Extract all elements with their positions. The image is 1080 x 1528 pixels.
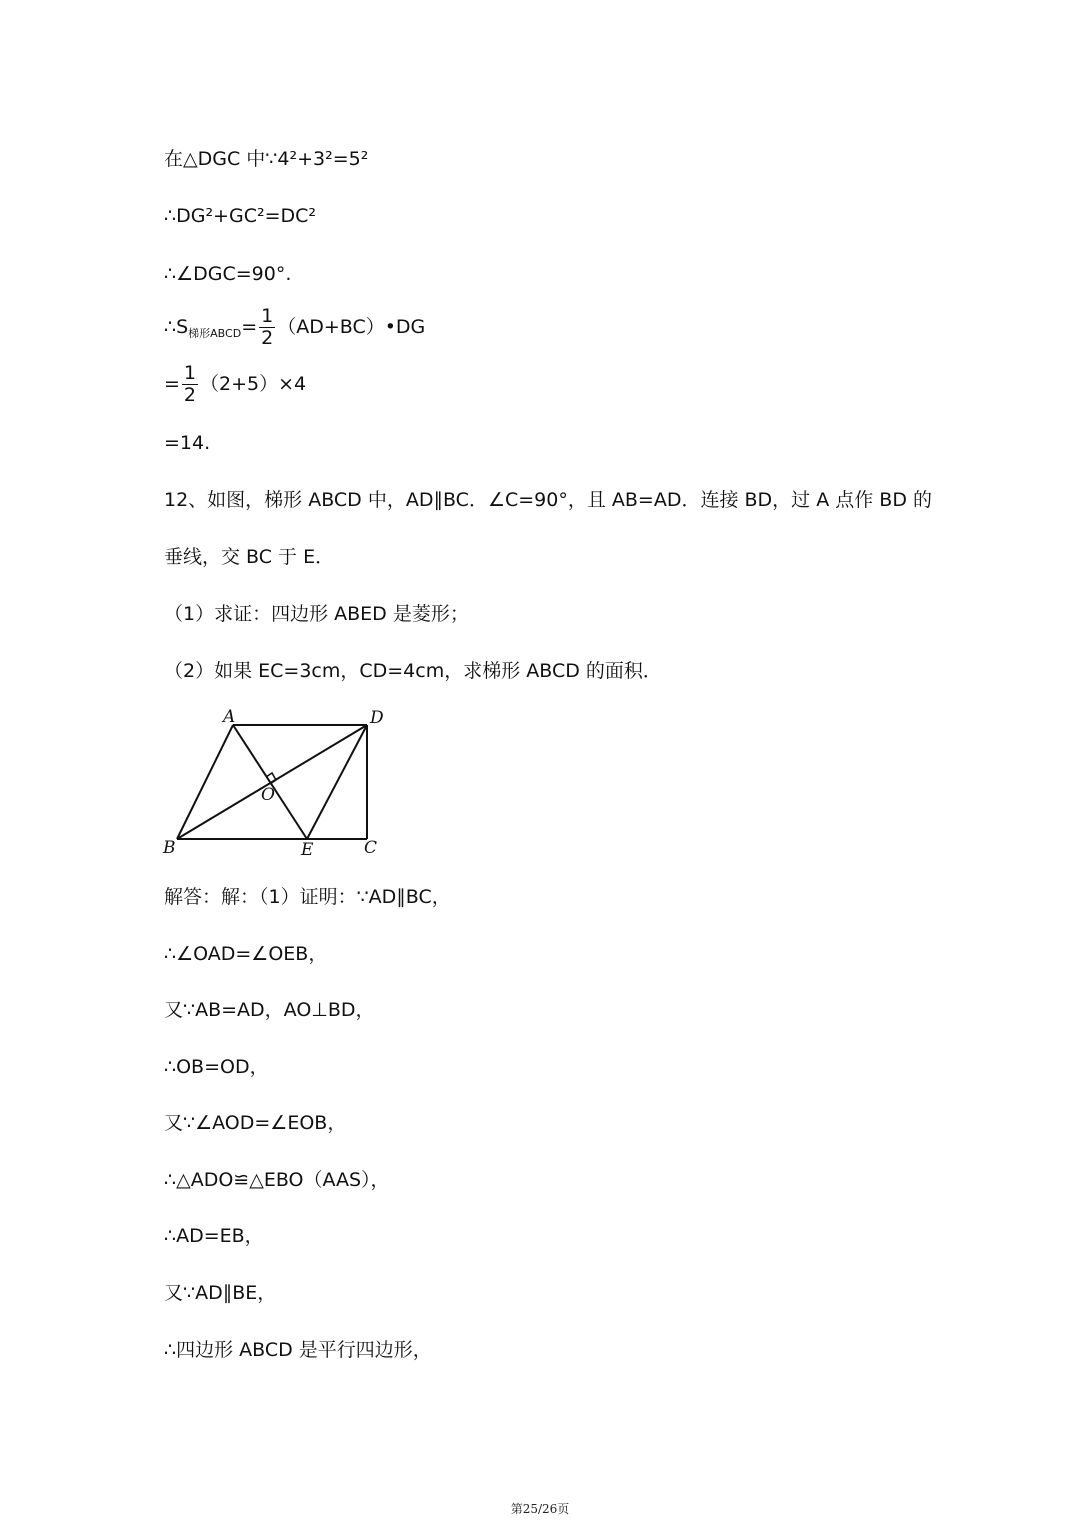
- line-pythagoras: ∴DG²+GC²=DC²: [164, 205, 317, 227]
- area-substitution-rest: （2+5）×4: [200, 373, 307, 395]
- line-dgc-intro: 在△DGC 中∵4²+3²=5²: [164, 148, 369, 170]
- solution-step-4: ∴OB=OD，: [164, 1056, 269, 1078]
- label-b: B: [163, 838, 176, 858]
- question-12-text-cont: 垂线，交 BC 于 E．: [164, 546, 335, 568]
- question-12-text: 12、如图，梯形 ABCD 中，AD∥BC．∠C=90°，且 AB=AD．连接 BD，过 A 点作 BD 的: [164, 489, 932, 511]
- solution-step-1: 解答：解：（1）证明：∵AD∥BC，: [164, 886, 451, 908]
- equals-sign: =: [241, 316, 258, 338]
- question-12-part-1: （1）求证：四边形 ABED 是菱形；: [164, 603, 469, 625]
- label-e: E: [301, 840, 314, 860]
- line-area-formula: [164, 306, 425, 355]
- area-symbol: ∴S: [164, 316, 189, 338]
- solution-step-2: ∴∠OAD=∠OEB，: [164, 943, 328, 965]
- solution-step-5: 又∵∠AOD=∠EOB，: [164, 1112, 347, 1134]
- fraction-half: [259, 306, 275, 349]
- solution-step-3: 又∵AB=AD，AO⊥BD，: [164, 999, 375, 1021]
- area-formula-rest: （AD+BC）•DG: [277, 316, 426, 338]
- solution-step-9: ∴四边形 ABCD 是平行四边形，: [164, 1339, 432, 1361]
- label-o: O: [261, 785, 275, 805]
- fraction-numerator: 1: [183, 362, 197, 384]
- line-area-substitution: [164, 363, 306, 406]
- line-right-angle: ∴∠DGC=90°.: [164, 263, 292, 285]
- label-a: A: [223, 707, 236, 727]
- fraction-denominator: 2: [261, 327, 274, 349]
- fraction-denominator: 2: [183, 384, 197, 406]
- label-d: D: [370, 708, 384, 728]
- area-subscript: 梯形ABCD: [188, 327, 242, 340]
- fraction-numerator: 1: [261, 305, 274, 327]
- line-area-result: =14.: [164, 432, 211, 454]
- equals-sign: =: [164, 373, 180, 395]
- segment-ae: [233, 725, 307, 839]
- label-c: C: [364, 838, 378, 858]
- fraction-half: [182, 363, 198, 406]
- solution-step-7: ∴AD=EB，: [164, 1225, 264, 1247]
- solution-step-6: ∴△ADO≌△EBO（AAS），: [164, 1169, 390, 1191]
- solution-step-8: 又∵AD∥BE，: [164, 1282, 277, 1304]
- page-number: 第25/26页: [510, 1502, 570, 1516]
- question-12-part-2: （2）如果 EC=3cm，CD=4cm，求梯形 ABCD 的面积．: [164, 660, 662, 682]
- geometry-figure: [155, 700, 395, 865]
